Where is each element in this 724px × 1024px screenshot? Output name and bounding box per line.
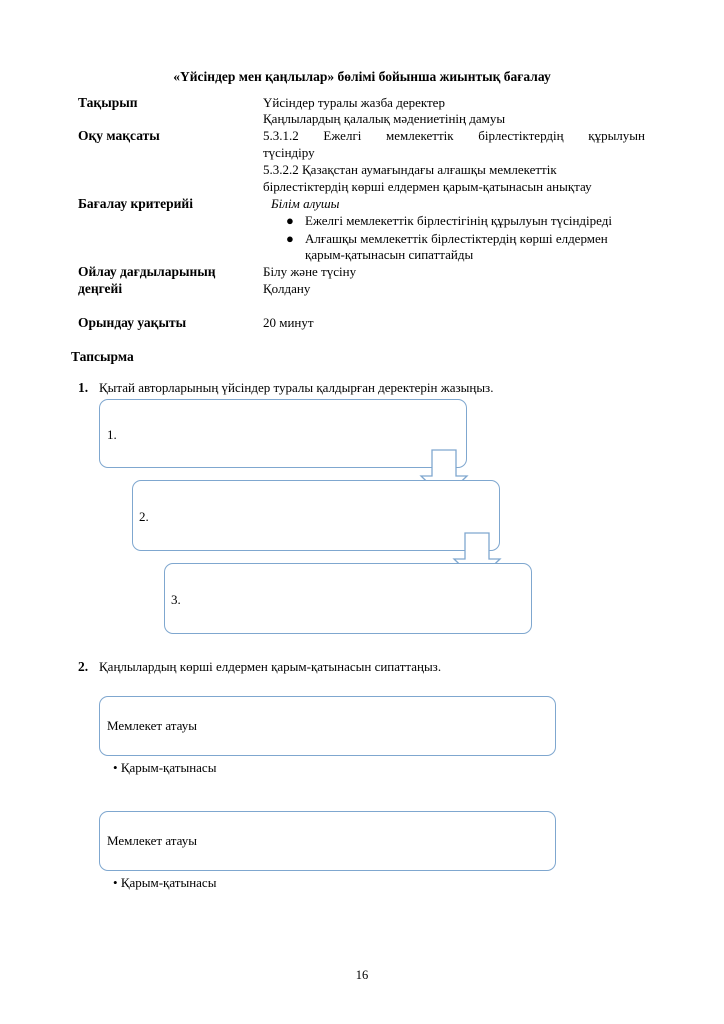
task2-number: 2.	[78, 659, 89, 674]
topic-value-1: Үйсіндер туралы жазба деректер	[263, 95, 445, 110]
criteria-bullet-2-cont: қарым-қатынасын сипаттайды	[305, 247, 474, 262]
thinking-value-1: Білу және түсіну	[263, 264, 357, 279]
answer-box-1[interactable]	[99, 399, 467, 468]
thinking-label-1: Ойлау дағдыларының	[78, 264, 216, 279]
goal-label: Оқу мақсаты	[78, 128, 160, 143]
criteria-bullet-2-text: Алғашқы мемлекеттік бірлестіктердің көрші елдермен	[305, 231, 608, 246]
goal-value-1a: 5.3.1.2 Ежелгі мемлекеттік бірлестіктердің құрылуын	[263, 128, 645, 143]
answer-box-2-label: 2.	[139, 509, 149, 524]
relation-item-2	[113, 875, 216, 891]
criteria-bullet-2	[286, 231, 608, 247]
answer-box-1-label: 1.	[107, 427, 117, 442]
relation-item-1	[113, 760, 216, 776]
answer-box-3-label: 3.	[171, 592, 181, 607]
task1-text: Қытай авторларының үйсіндер туралы қалдырған деректерін жазыңыз.	[99, 380, 494, 395]
state-name-label-1: Мемлекет атауы	[107, 718, 197, 733]
page-title: «Үйсіндер мен қаңлылар» бөлімі бойынша жиынтық бағалау	[173, 69, 551, 84]
page-number: 16	[355, 968, 369, 982]
time-label: Орындау уақыты	[78, 315, 187, 330]
criteria-bullet-1	[286, 213, 612, 229]
relation-label-2: Қарым-қатынасы	[120, 875, 217, 890]
task2-text: Қаңлылардың көрші елдермен қарым-қатынасын сипаттаңыз.	[99, 659, 442, 674]
answer-box-2[interactable]	[132, 480, 500, 551]
criteria-bullet-1-text: Ежелгі мемлекеттік бірлестігінің құрылуын түсіндіреді	[305, 213, 612, 228]
bullet-icon: ●	[286, 213, 294, 228]
task-heading: Тапсырма	[71, 349, 134, 364]
bullet-icon: ●	[286, 231, 294, 246]
task1-number: 1.	[78, 380, 89, 395]
goal-value-2b: бірлестіктердің көрші елдермен қарым-қатынасын анықтау	[263, 179, 592, 194]
goal-value-1b: түсіндіру	[263, 145, 315, 160]
criteria-label: Бағалау критерийі	[78, 196, 193, 211]
bullet-icon: •	[113, 760, 118, 775]
bullet-icon: •	[113, 875, 118, 890]
time-value: 20 минут	[263, 315, 314, 330]
thinking-label-2: деңгейі	[78, 281, 123, 296]
answer-box-3[interactable]	[164, 563, 532, 634]
topic-label: Тақырып	[78, 95, 138, 110]
goal-value-2a: 5.3.2.2 Қазақстан аумағындағы алғашқы мемлекеттік	[263, 162, 557, 177]
topic-value-2: Қаңлылардың қалалық мәдениетінің дамуы	[263, 111, 506, 126]
criteria-intro: Білім алушы	[271, 196, 340, 211]
state-name-label-2: Мемлекет атауы	[107, 833, 197, 848]
thinking-value-2: Қолдану	[263, 281, 311, 296]
relation-label-1: Қарым-қатынасы	[120, 760, 217, 775]
